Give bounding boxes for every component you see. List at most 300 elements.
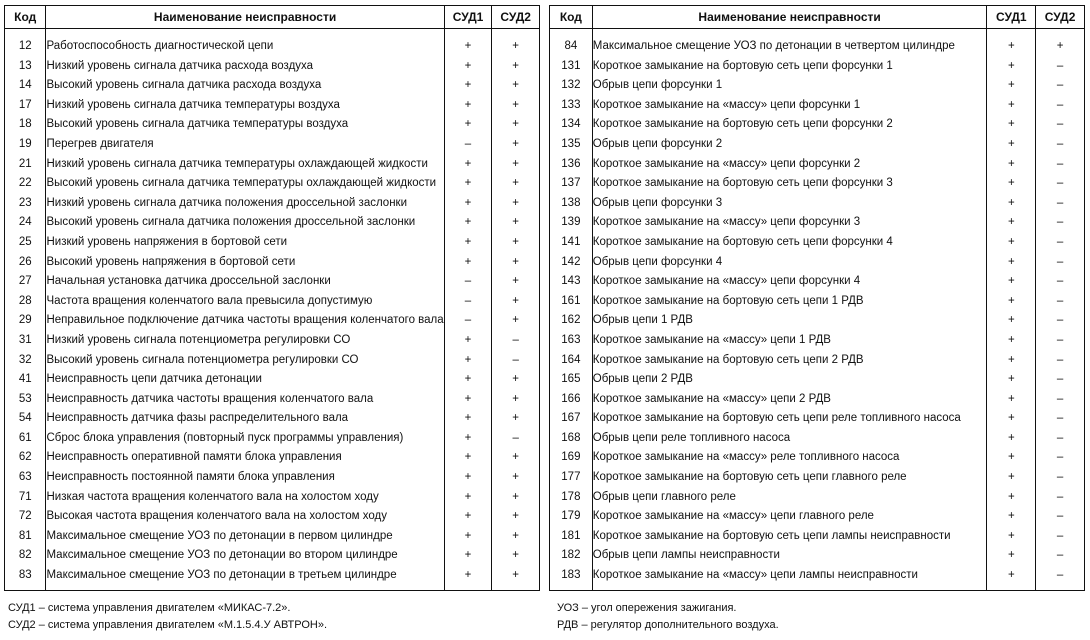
code-cell: 22 bbox=[5, 174, 46, 194]
spacer-cell bbox=[592, 29, 987, 38]
code-cell: 24 bbox=[5, 213, 46, 233]
sud1-cell: + bbox=[987, 194, 1036, 214]
table-row bbox=[550, 96, 1085, 116]
sud1-cell: + bbox=[987, 468, 1036, 488]
sud1-cell: + bbox=[444, 96, 492, 116]
name-cell: Низкий уровень сигнала датчика температуры воздуха bbox=[46, 96, 444, 116]
code-cell: 19 bbox=[5, 135, 46, 155]
sud1-cell: + bbox=[444, 155, 492, 175]
name-cell: Высокая частота вращения коленчатого вала на холостом ходу bbox=[46, 507, 444, 527]
sud1-cell: + bbox=[987, 566, 1036, 586]
sud1-cell: + bbox=[444, 233, 492, 253]
code-cell: 12 bbox=[5, 37, 46, 57]
sud2-cell: – bbox=[492, 331, 540, 351]
sud1-cell: + bbox=[444, 331, 492, 351]
name-cell: Низкая частота вращения коленчатого вала на холостом ходу bbox=[46, 488, 444, 508]
spacer-cell bbox=[987, 586, 1036, 591]
header-sud1: СУД1 bbox=[987, 6, 1036, 29]
name-cell: Перегрев двигателя bbox=[46, 135, 444, 155]
footnote-uoz: УОЗ – угол опережения зажигания. bbox=[557, 602, 737, 614]
name-cell: Высокий уровень сигнала датчика расхода воздуха bbox=[46, 76, 444, 96]
code-cell: 26 bbox=[5, 253, 46, 273]
code-cell: 183 bbox=[550, 566, 593, 586]
name-cell: Низкий уровень напряжения в бортовой сети bbox=[46, 233, 444, 253]
sud1-cell: + bbox=[987, 507, 1036, 527]
code-cell: 162 bbox=[550, 311, 593, 331]
name-cell: Обрыв цепи реле топливного насоса bbox=[592, 429, 987, 449]
code-cell: 133 bbox=[550, 96, 593, 116]
name-cell: Максимальное смещение УОЗ по детонации в четвертом цилиндре bbox=[592, 37, 987, 57]
spacer-cell bbox=[492, 586, 540, 591]
name-cell: Обрыв цепи форсунки 4 bbox=[592, 253, 987, 273]
code-cell: 83 bbox=[5, 566, 46, 586]
name-cell: Высокий уровень сигнала датчика температуры охлаждающей жидкости bbox=[46, 174, 444, 194]
sud2-cell: + bbox=[492, 194, 540, 214]
code-cell: 29 bbox=[5, 311, 46, 331]
name-cell: Обрыв цепи 1 РДВ bbox=[592, 311, 987, 331]
code-cell: 132 bbox=[550, 76, 593, 96]
header-code: Код bbox=[5, 6, 46, 29]
table-row bbox=[550, 468, 1085, 488]
code-cell: 134 bbox=[550, 115, 593, 135]
table-row bbox=[5, 351, 540, 371]
code-cell: 62 bbox=[5, 448, 46, 468]
sud1-cell: + bbox=[444, 351, 492, 371]
table-row bbox=[5, 155, 540, 175]
table-row bbox=[5, 37, 540, 57]
row-spacer bbox=[5, 29, 540, 38]
sud1-cell: + bbox=[987, 174, 1036, 194]
table-row bbox=[550, 76, 1085, 96]
sud1-cell: + bbox=[444, 488, 492, 508]
code-cell: 168 bbox=[550, 429, 593, 449]
footnote-sud1: СУД1 – система управления двигателем «МИКАС-7.2». bbox=[8, 602, 291, 614]
sud2-cell: – bbox=[492, 351, 540, 371]
spacer-cell bbox=[592, 586, 987, 591]
table-row bbox=[550, 233, 1085, 253]
sud1-cell: + bbox=[987, 331, 1036, 351]
code-cell: 169 bbox=[550, 448, 593, 468]
table-row bbox=[550, 194, 1085, 214]
header-name: Наименование неисправности bbox=[592, 6, 987, 29]
sud1-cell: + bbox=[444, 429, 492, 449]
table-row bbox=[550, 351, 1085, 371]
sud1-cell: + bbox=[987, 96, 1036, 116]
sud1-cell: + bbox=[987, 57, 1036, 77]
table-row bbox=[5, 194, 540, 214]
name-cell: Обрыв цепи главного реле bbox=[592, 488, 987, 508]
sud1-cell: + bbox=[444, 174, 492, 194]
sud2-cell: – bbox=[1036, 507, 1085, 527]
name-cell: Высокий уровень сигнала потенциометра регулировки СО bbox=[46, 351, 444, 371]
code-cell: 136 bbox=[550, 155, 593, 175]
table-row bbox=[550, 448, 1085, 468]
sud2-cell: – bbox=[1036, 253, 1085, 273]
sud2-cell: – bbox=[1036, 194, 1085, 214]
sud1-cell: + bbox=[987, 527, 1036, 547]
sud2-cell: + bbox=[492, 233, 540, 253]
sud2-cell: + bbox=[492, 566, 540, 586]
spacer-cell bbox=[987, 29, 1036, 38]
sud2-cell: – bbox=[1036, 527, 1085, 547]
name-cell: Низкий уровень сигнала датчика температуры охлаждающей жидкости bbox=[46, 155, 444, 175]
sud1-cell: + bbox=[444, 546, 492, 566]
name-cell: Короткое замыкание на «массу» цепи лампы неисправности bbox=[592, 566, 987, 586]
table-row bbox=[5, 409, 540, 429]
sud1-cell: + bbox=[444, 253, 492, 273]
sud2-cell: + bbox=[492, 57, 540, 77]
code-cell: 18 bbox=[5, 115, 46, 135]
spacer-cell bbox=[492, 29, 540, 38]
spacer-cell bbox=[550, 29, 593, 38]
fault-codes-table-left bbox=[4, 5, 540, 591]
footnote-sud2: СУД2 – система управления двигателем «М.1.5.4.У АВТРОН». bbox=[8, 619, 328, 631]
sud2-cell: – bbox=[1036, 135, 1085, 155]
code-cell: 161 bbox=[550, 292, 593, 312]
table-row bbox=[550, 135, 1085, 155]
sud1-cell: + bbox=[444, 213, 492, 233]
name-cell: Короткое замыкание на «массу» цепи форсунки 2 bbox=[592, 155, 987, 175]
code-cell: 178 bbox=[550, 488, 593, 508]
fault-codes-table-right bbox=[549, 5, 1085, 591]
sud2-cell: + bbox=[492, 448, 540, 468]
code-cell: 84 bbox=[550, 37, 593, 57]
sud1-cell: + bbox=[987, 292, 1036, 312]
name-cell: Короткое замыкание на бортовую сеть цепи реле топливного насоса bbox=[592, 409, 987, 429]
table-row bbox=[550, 390, 1085, 410]
spacer-cell bbox=[5, 586, 46, 591]
spacer-cell bbox=[46, 586, 444, 591]
table-row bbox=[550, 566, 1085, 586]
sud1-cell: + bbox=[444, 527, 492, 547]
table-row bbox=[5, 566, 540, 586]
table-row bbox=[5, 448, 540, 468]
sud1-cell: + bbox=[987, 76, 1036, 96]
sud2-cell: + bbox=[492, 37, 540, 57]
table-row bbox=[550, 155, 1085, 175]
name-cell: Высокий уровень напряжения в бортовой сети bbox=[46, 253, 444, 273]
sud2-cell: – bbox=[1036, 488, 1085, 508]
sud1-cell: + bbox=[987, 37, 1036, 57]
sud2-cell: – bbox=[1036, 429, 1085, 449]
name-cell: Низкий уровень сигнала датчика расхода воздуха bbox=[46, 57, 444, 77]
code-cell: 14 bbox=[5, 76, 46, 96]
sud1-cell: – bbox=[444, 292, 492, 312]
sud2-cell: – bbox=[1036, 311, 1085, 331]
sud1-cell: + bbox=[444, 566, 492, 586]
sud1-cell: + bbox=[987, 135, 1036, 155]
sud1-cell: + bbox=[987, 390, 1036, 410]
sud2-cell: – bbox=[1036, 331, 1085, 351]
name-cell: Неисправность цепи датчика детонации bbox=[46, 370, 444, 390]
name-cell: Короткое замыкание на «массу» реле топливного насоса bbox=[592, 448, 987, 468]
sud2-cell: + bbox=[492, 174, 540, 194]
row-spacer bbox=[550, 586, 1085, 591]
sud2-cell: – bbox=[1036, 370, 1085, 390]
sud1-cell: + bbox=[444, 115, 492, 135]
name-cell: Короткое замыкание на бортовую сеть цепи главного реле bbox=[592, 468, 987, 488]
name-cell: Короткое замыкание на бортовую сеть цепи 1 РДВ bbox=[592, 292, 987, 312]
name-cell: Неисправность датчика фазы распределительного вала bbox=[46, 409, 444, 429]
code-cell: 164 bbox=[550, 351, 593, 371]
code-cell: 135 bbox=[550, 135, 593, 155]
sud1-cell: + bbox=[444, 370, 492, 390]
sud2-cell: + bbox=[492, 527, 540, 547]
sud2-cell: + bbox=[492, 370, 540, 390]
sud2-cell: – bbox=[1036, 76, 1085, 96]
name-cell: Короткое замыкание на бортовую сеть цепи форсунки 3 bbox=[592, 174, 987, 194]
sud2-cell: + bbox=[492, 292, 540, 312]
code-cell: 17 bbox=[5, 96, 46, 116]
sud2-cell: – bbox=[1036, 390, 1085, 410]
sud2-cell: – bbox=[1036, 115, 1085, 135]
sud1-cell: + bbox=[987, 448, 1036, 468]
sud2-cell: – bbox=[1036, 272, 1085, 292]
row-spacer bbox=[5, 586, 540, 591]
sud1-cell: + bbox=[987, 115, 1036, 135]
name-cell: Короткое замыкание на «массу» цепи главного реле bbox=[592, 507, 987, 527]
name-cell: Высокий уровень сигнала датчика положения дроссельной заслонки bbox=[46, 213, 444, 233]
code-cell: 177 bbox=[550, 468, 593, 488]
table-row bbox=[550, 57, 1085, 77]
table-row bbox=[550, 253, 1085, 273]
name-cell: Обрыв цепи форсунки 1 bbox=[592, 76, 987, 96]
table-row bbox=[550, 292, 1085, 312]
code-cell: 138 bbox=[550, 194, 593, 214]
code-cell: 23 bbox=[5, 194, 46, 214]
sud1-cell: + bbox=[987, 546, 1036, 566]
name-cell: Короткое замыкание на бортовую сеть цепи форсунки 1 bbox=[592, 57, 987, 77]
sud2-cell: + bbox=[492, 155, 540, 175]
sud2-cell: + bbox=[492, 409, 540, 429]
code-cell: 142 bbox=[550, 253, 593, 273]
sud1-cell: – bbox=[444, 272, 492, 292]
name-cell: Неисправность оперативной памяти блока управления bbox=[46, 448, 444, 468]
table-body-right bbox=[550, 29, 1085, 591]
table-row bbox=[5, 174, 540, 194]
sud2-cell: – bbox=[1036, 233, 1085, 253]
table-row bbox=[5, 370, 540, 390]
name-cell: Короткое замыкание на бортовую сеть цепи лампы неисправности bbox=[592, 527, 987, 547]
sud1-cell: + bbox=[987, 409, 1036, 429]
name-cell: Максимальное смещение УОЗ по детонации во втором цилиндре bbox=[46, 546, 444, 566]
sud1-cell: + bbox=[987, 272, 1036, 292]
code-cell: 72 bbox=[5, 507, 46, 527]
table-row bbox=[5, 115, 540, 135]
name-cell: Частота вращения коленчатого вала превысила допустимую bbox=[46, 292, 444, 312]
sud2-cell: + bbox=[492, 253, 540, 273]
header-sud2: СУД2 bbox=[492, 6, 540, 29]
code-cell: 25 bbox=[5, 233, 46, 253]
name-cell: Короткое замыкание на бортовую сеть цепи форсунки 4 bbox=[592, 233, 987, 253]
table-row bbox=[5, 311, 540, 331]
code-cell: 163 bbox=[550, 331, 593, 351]
table-row bbox=[5, 390, 540, 410]
spacer-cell bbox=[444, 29, 492, 38]
code-cell: 131 bbox=[550, 57, 593, 77]
table-row bbox=[550, 174, 1085, 194]
sud2-cell: – bbox=[1036, 448, 1085, 468]
table-row bbox=[550, 409, 1085, 429]
name-cell: Максимальное смещение УОЗ по детонации в первом цилиндре bbox=[46, 527, 444, 547]
name-cell: Работоспособность диагностической цепи bbox=[46, 37, 444, 57]
spacer-cell bbox=[550, 586, 593, 591]
row-spacer bbox=[550, 29, 1085, 38]
sud2-cell: – bbox=[1036, 213, 1085, 233]
sud1-cell: – bbox=[444, 311, 492, 331]
sud1-cell: + bbox=[444, 409, 492, 429]
sud1-cell: + bbox=[444, 37, 492, 57]
name-cell: Обрыв цепи форсунки 2 bbox=[592, 135, 987, 155]
sud1-cell: + bbox=[444, 194, 492, 214]
sud1-cell: + bbox=[987, 233, 1036, 253]
sud2-cell: + bbox=[492, 546, 540, 566]
header-sud2: СУД2 bbox=[1036, 6, 1085, 29]
table-row bbox=[5, 429, 540, 449]
code-cell: 137 bbox=[550, 174, 593, 194]
code-cell: 31 bbox=[5, 331, 46, 351]
table-row bbox=[550, 311, 1085, 331]
table-row bbox=[550, 527, 1085, 547]
sud1-cell: + bbox=[987, 488, 1036, 508]
sud2-cell: – bbox=[1036, 155, 1085, 175]
name-cell: Короткое замыкание на «массу» цепи 1 РДВ bbox=[592, 331, 987, 351]
sud2-cell: + bbox=[492, 488, 540, 508]
name-cell: Максимальное смещение УОЗ по детонации в третьем цилиндре bbox=[46, 566, 444, 586]
code-cell: 139 bbox=[550, 213, 593, 233]
code-cell: 54 bbox=[5, 409, 46, 429]
sud2-cell: + bbox=[492, 390, 540, 410]
sud2-cell: – bbox=[1036, 468, 1085, 488]
sud2-cell: – bbox=[1036, 566, 1085, 586]
sud1-cell: + bbox=[987, 429, 1036, 449]
table-row bbox=[5, 253, 540, 273]
name-cell: Неисправность постоянной памяти блока управления bbox=[46, 468, 444, 488]
table-row bbox=[5, 292, 540, 312]
name-cell: Неисправность датчика частоты вращения коленчатого вала bbox=[46, 390, 444, 410]
sud1-cell: + bbox=[987, 311, 1036, 331]
table-row bbox=[550, 546, 1085, 566]
sud2-cell: + bbox=[1036, 37, 1085, 57]
table-row bbox=[5, 527, 540, 547]
table-row bbox=[550, 272, 1085, 292]
sud2-cell: + bbox=[492, 311, 540, 331]
code-cell: 61 bbox=[5, 429, 46, 449]
header-code: Код bbox=[550, 6, 593, 29]
sud2-cell: + bbox=[492, 76, 540, 96]
code-cell: 63 bbox=[5, 468, 46, 488]
code-cell: 71 bbox=[5, 488, 46, 508]
code-cell: 82 bbox=[5, 546, 46, 566]
table-row bbox=[5, 507, 540, 527]
name-cell: Короткое замыкание на «массу» цепи форсунки 3 bbox=[592, 213, 987, 233]
sud2-cell: – bbox=[1036, 546, 1085, 566]
sud1-cell: + bbox=[987, 370, 1036, 390]
table-row bbox=[5, 96, 540, 116]
table-row bbox=[550, 429, 1085, 449]
spacer-cell bbox=[5, 29, 46, 38]
code-cell: 27 bbox=[5, 272, 46, 292]
table-row bbox=[5, 233, 540, 253]
sud2-cell: + bbox=[492, 115, 540, 135]
sud2-cell: + bbox=[492, 96, 540, 116]
name-cell: Низкий уровень сигнала датчика положения дроссельной заслонки bbox=[46, 194, 444, 214]
table-row bbox=[5, 331, 540, 351]
name-cell: Короткое замыкание на бортовую сеть цепи 2 РДВ bbox=[592, 351, 987, 371]
code-cell: 41 bbox=[5, 370, 46, 390]
sud1-cell: + bbox=[987, 155, 1036, 175]
table-row bbox=[5, 76, 540, 96]
header-name: Наименование неисправности bbox=[46, 6, 444, 29]
table-row bbox=[5, 213, 540, 233]
table-row bbox=[5, 57, 540, 77]
sud2-cell: – bbox=[1036, 292, 1085, 312]
sud1-cell: + bbox=[444, 390, 492, 410]
sud1-cell: + bbox=[444, 448, 492, 468]
sud1-cell: + bbox=[987, 253, 1036, 273]
table-row bbox=[5, 546, 540, 566]
sud1-cell: + bbox=[987, 213, 1036, 233]
table-row bbox=[550, 331, 1085, 351]
code-cell: 181 bbox=[550, 527, 593, 547]
sud1-cell: + bbox=[444, 57, 492, 77]
header-sud1: СУД1 bbox=[444, 6, 492, 29]
code-cell: 28 bbox=[5, 292, 46, 312]
code-cell: 21 bbox=[5, 155, 46, 175]
spacer-cell bbox=[1036, 29, 1085, 38]
name-cell: Сброс блока управления (повторный пуск программы управления) bbox=[46, 429, 444, 449]
code-cell: 167 bbox=[550, 409, 593, 429]
table-row bbox=[550, 370, 1085, 390]
table-row bbox=[550, 488, 1085, 508]
code-cell: 32 bbox=[5, 351, 46, 371]
sud2-cell: – bbox=[1036, 57, 1085, 77]
code-cell: 182 bbox=[550, 546, 593, 566]
table-header-row bbox=[550, 6, 1085, 29]
table-row bbox=[550, 213, 1085, 233]
table-row bbox=[5, 468, 540, 488]
table-row bbox=[5, 135, 540, 155]
name-cell: Обрыв цепи 2 РДВ bbox=[592, 370, 987, 390]
spacer-cell bbox=[46, 29, 444, 38]
table-row bbox=[550, 37, 1085, 57]
name-cell: Короткое замыкание на «массу» цепи форсунки 4 bbox=[592, 272, 987, 292]
table-body-left bbox=[5, 29, 540, 591]
sud2-cell: + bbox=[492, 213, 540, 233]
name-cell: Обрыв цепи форсунки 3 bbox=[592, 194, 987, 214]
table-row bbox=[5, 272, 540, 292]
code-cell: 143 bbox=[550, 272, 593, 292]
name-cell: Обрыв цепи лампы неисправности bbox=[592, 546, 987, 566]
sud2-cell: + bbox=[492, 468, 540, 488]
table-header-row bbox=[5, 6, 540, 29]
sud1-cell: + bbox=[444, 76, 492, 96]
code-cell: 141 bbox=[550, 233, 593, 253]
code-cell: 166 bbox=[550, 390, 593, 410]
sud2-cell: – bbox=[1036, 96, 1085, 116]
sud2-cell: – bbox=[1036, 351, 1085, 371]
code-cell: 165 bbox=[550, 370, 593, 390]
name-cell: Низкий уровень сигнала потенциометра регулировки СО bbox=[46, 331, 444, 351]
code-cell: 13 bbox=[5, 57, 46, 77]
name-cell: Начальная установка датчика дроссельной заслонки bbox=[46, 272, 444, 292]
name-cell: Короткое замыкание на «массу» цепи форсунки 1 bbox=[592, 96, 987, 116]
sud2-cell: + bbox=[492, 507, 540, 527]
sud1-cell: + bbox=[987, 351, 1036, 371]
sud2-cell: + bbox=[492, 135, 540, 155]
code-cell: 81 bbox=[5, 527, 46, 547]
sud1-cell: + bbox=[444, 468, 492, 488]
